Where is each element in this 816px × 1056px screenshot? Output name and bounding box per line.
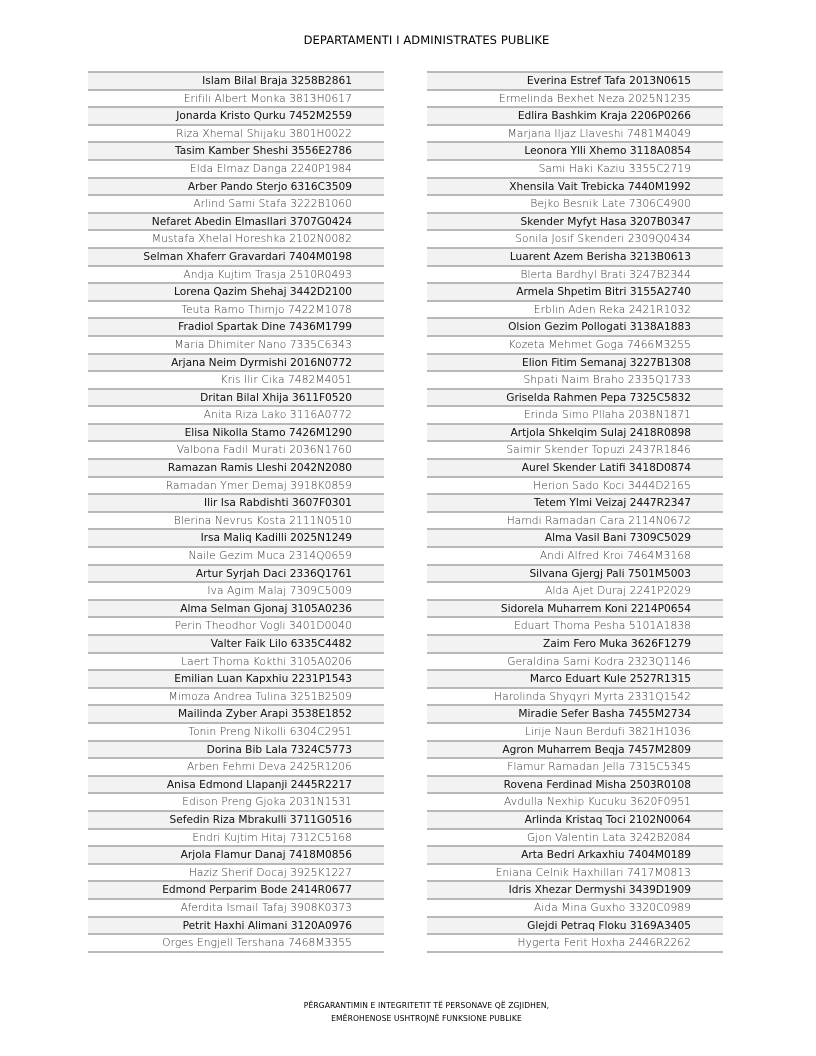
list-item: Hygerta Ferit Hoxha 2446R2262 (427, 935, 723, 953)
list-item: Dritan Bilal Xhija 3611F0520 (88, 390, 384, 408)
list-item: Arlinda Kristaq Toci 2102N0064 (427, 812, 723, 830)
list-item: Anita Riza Lako 3116A0772 (88, 407, 384, 425)
list-item: Rovena Ferdinad Misha 2503R0108 (427, 777, 723, 795)
list-item: Perin Theodhor Vogli 3401D0040 (88, 618, 384, 636)
list-item: Iva Agim Malaj 7309C5009 (88, 583, 384, 601)
list-item: Ramadan Ymer Demaj 3918K0859 (88, 478, 384, 496)
list-item: Zaim Fero Muka 3626F1279 (427, 636, 723, 654)
list-item: Sonila Josif Skenderi 2309Q0434 (427, 231, 723, 249)
list-item: Geraldina Sami Kodra 2323Q1146 (427, 654, 723, 672)
list-item: Alma Selman Gjonaj 3105A0236 (88, 601, 384, 619)
list-item: Elion Fitim Semanaj 3227B1308 (427, 355, 723, 373)
list-item: Aferdita Ismail Tafaj 3908K0373 (88, 900, 384, 918)
list-item: Andja Kujtim Trasja 2510R0493 (88, 267, 384, 285)
list-item: Erblin Aden Reka 2421R1032 (427, 302, 723, 320)
list-item: Fradiol Spartak Dine 7436M1799 (88, 319, 384, 337)
list-item: Marjana Iljaz Llaveshi 7481M4049 (427, 126, 723, 144)
list-item: Armela Shpetim Bitri 3155A2740 (427, 284, 723, 302)
list-item: Valter Faik Lilo 6335C4482 (88, 636, 384, 654)
list-item: Aida Mina Guxho 3320C0989 (427, 900, 723, 918)
list-item: Selman Xhaferr Gravardari 7404M0198 (88, 249, 384, 267)
list-item: Ramazan Ramis Lleshi 2042N2080 (88, 460, 384, 478)
footer-line-2: EMËROHENOSE USHTROJNË FUNKSIONE PUBLIKE (331, 1014, 522, 1023)
list-item: Arlind Sami Stafa 3222B1060 (88, 196, 384, 214)
list-item: Erifili Albert Monka 3813H0617 (88, 91, 384, 109)
list-item: Mailinda Zyber Arapi 3538E1852 (88, 706, 384, 724)
list-item: Tasim Kamber Sheshi 3556E2786 (88, 143, 384, 161)
list-item: Teuta Ramo Thimjo 7422M1078 (88, 302, 384, 320)
list-item: Naile Gezim Muca 2314Q0659 (88, 548, 384, 566)
list-item: Alda Ajet Duraj 2241P2029 (427, 583, 723, 601)
list-item: Ilir Isa Rabdishti 3607F0301 (88, 495, 384, 513)
list-item: Arben Fehmi Deva 2425R1206 (88, 759, 384, 777)
list-item: Xhensila Vait Trebicka 7440M1992 (427, 179, 723, 197)
right-name-list (427, 71, 723, 953)
list-item: Agron Muharrem Beqja 7457M2809 (427, 742, 723, 760)
list-item: Artur Syrjah Daci 2336Q1761 (88, 566, 384, 584)
list-item: Silvana Gjergj Pali 7501M5003 (427, 566, 723, 584)
list-item: Gjon Valentin Lata 3242B2084 (427, 830, 723, 848)
footer (0, 999, 816, 1025)
list-item: Sidorela Muharrem Koni 2214P0654 (427, 601, 723, 619)
list-item: Lorena Qazim Shehaj 3442D2100 (88, 284, 384, 302)
list-item: Valbona Fadil Murati 2036N1760 (88, 442, 384, 460)
list-item: Eniana Celnik Haxhillari 7417M0813 (427, 865, 723, 883)
left-name-list (88, 71, 384, 953)
list-item: Erinda Simo Pllaha 2038N1871 (427, 407, 723, 425)
list-item: Olsion Gezim Pollogati 3138A1883 (427, 319, 723, 337)
list-item: Tonin Preng Nikolli 6304C2951 (88, 724, 384, 742)
page-title: DEPARTAMENTI I ADMINISTRATES PUBLIKE (303, 33, 550, 47)
list-item: Edmond Perparim Bode 2414R0677 (88, 882, 384, 900)
list-item: Haziz Sherif Docaj 3925K1227 (88, 865, 384, 883)
list-item: Arjana Neim Dyrmishi 2016N0772 (88, 355, 384, 373)
list-item: Sami Haki Kaziu 3355C2719 (427, 161, 723, 179)
list-item: Saimir Skender Topuzi 2437R1846 (427, 442, 723, 460)
list-item: Riza Xhemal Shijaku 3801H0022 (88, 126, 384, 144)
list-item: Flamur Ramadan Jella 7315C5345 (427, 759, 723, 777)
list-item: Blerina Nevrus Kosta 2111N0510 (88, 513, 384, 531)
list-item: Alma Vasil Bani 7309C5029 (427, 530, 723, 548)
list-item: Idris Xhezar Dermyshi 3439D1909 (427, 882, 723, 900)
list-item: Aurel Skender Latifi 3418D0874 (427, 460, 723, 478)
list-item: Ermelinda Bexhet Neza 2025N1235 (427, 91, 723, 109)
footer-line-1: PËRGARANTIMIN E INTEGRITETIT TË PERSONAVE QË ZGJIDHEN, (303, 1001, 550, 1010)
list-item: Endri Kujtim Hitaj 7312C5168 (88, 830, 384, 848)
list-item: Glejdi Petraq Floku 3169A3405 (427, 918, 723, 936)
list-item: Mimoza Andrea Tulina 3251B2509 (88, 689, 384, 707)
list-item: Edison Preng Gjoka 2031N1531 (88, 794, 384, 812)
list-item: Eduart Thoma Pesha 5101A1838 (427, 618, 723, 636)
list-item: Leonora Ylli Xhemo 3118A0854 (427, 143, 723, 161)
list-item: Maria Dhimiter Nano 7335C6343 (88, 337, 384, 355)
list-item: Emilian Luan Kapxhiu 2231P1543 (88, 671, 384, 689)
list-item: Sefedin Riza Mbrakulli 3711G0516 (88, 812, 384, 830)
list-item: Dorina Bib Lala 7324C5773 (88, 742, 384, 760)
list-item: Edlira Bashkim Kraja 2206P0266 (427, 108, 723, 126)
list-item: Shpati Naim Braho 2335Q1733 (427, 372, 723, 390)
list-item: Arjola Flamur Danaj 7418M0856 (88, 847, 384, 865)
list-item: Nefaret Abedin Elmasllari 3707G0424 (88, 214, 384, 232)
list-item: Mustafa Xhelal Horeshka 2102N0082 (88, 231, 384, 249)
list-item: Islam Bilal Braja 3258B2861 (88, 73, 384, 91)
list-item: Tetem Ylmi Veizaj 2447R2347 (427, 495, 723, 513)
list-item: Hamdi Ramadan Cara 2114N0672 (427, 513, 723, 531)
list-item: Herion Sado Koci 3444D2165 (427, 478, 723, 496)
list-item: Elisa Nikolla Stamo 7426M1290 (88, 425, 384, 443)
list-item: Laert Thoma Kokthi 3105A0206 (88, 654, 384, 672)
list-item: Bejko Besnik Late 7306C4900 (427, 196, 723, 214)
list-item: Irsa Maliq Kadilli 2025N1249 (88, 530, 384, 548)
list-item: Griselda Rahmen Pepa 7325C5832 (427, 390, 723, 408)
list-item: Orges Engjell Tershana 7468M3355 (88, 935, 384, 953)
list-item: Blerta Bardhyl Brati 3247B2344 (427, 267, 723, 285)
list-item: Marco Eduart Kule 2527R1315 (427, 671, 723, 689)
list-item: Luarent Azem Berisha 3213B0613 (427, 249, 723, 267)
list-item: Harolinda Shyqyri Myrta 2331Q1542 (427, 689, 723, 707)
list-item: Jonarda Kristo Qurku 7452M2559 (88, 108, 384, 126)
list-item: Arber Pando Sterjo 6316C3509 (88, 179, 384, 197)
list-item: Anisa Edmond Llapanji 2445R2217 (88, 777, 384, 795)
list-item: Andi Alfred Kroi 7464M3168 (427, 548, 723, 566)
list-item: Skender Myfyt Hasa 3207B0347 (427, 214, 723, 232)
list-item: Avdulla Nexhip Kucuku 3620F0951 (427, 794, 723, 812)
list-item: Kozeta Mehmet Goga 7466M3255 (427, 337, 723, 355)
list-item: Everina Estref Tafa 2013N0615 (427, 73, 723, 91)
list-item: Petrit Haxhi Alimani 3120A0976 (88, 918, 384, 936)
list-item: Artjola Shkelqim Sulaj 2418R0898 (427, 425, 723, 443)
list-item: Lirije Naun Berdufi 3821H1036 (427, 724, 723, 742)
list-item: Miradie Sefer Basha 7455M2734 (427, 706, 723, 724)
list-item: Arta Bedri Arkaxhiu 7404M0189 (427, 847, 723, 865)
list-item: Elda Elmaz Danga 2240P1984 (88, 161, 384, 179)
list-item: Kris Ilir Cika 7482M4051 (88, 372, 384, 390)
